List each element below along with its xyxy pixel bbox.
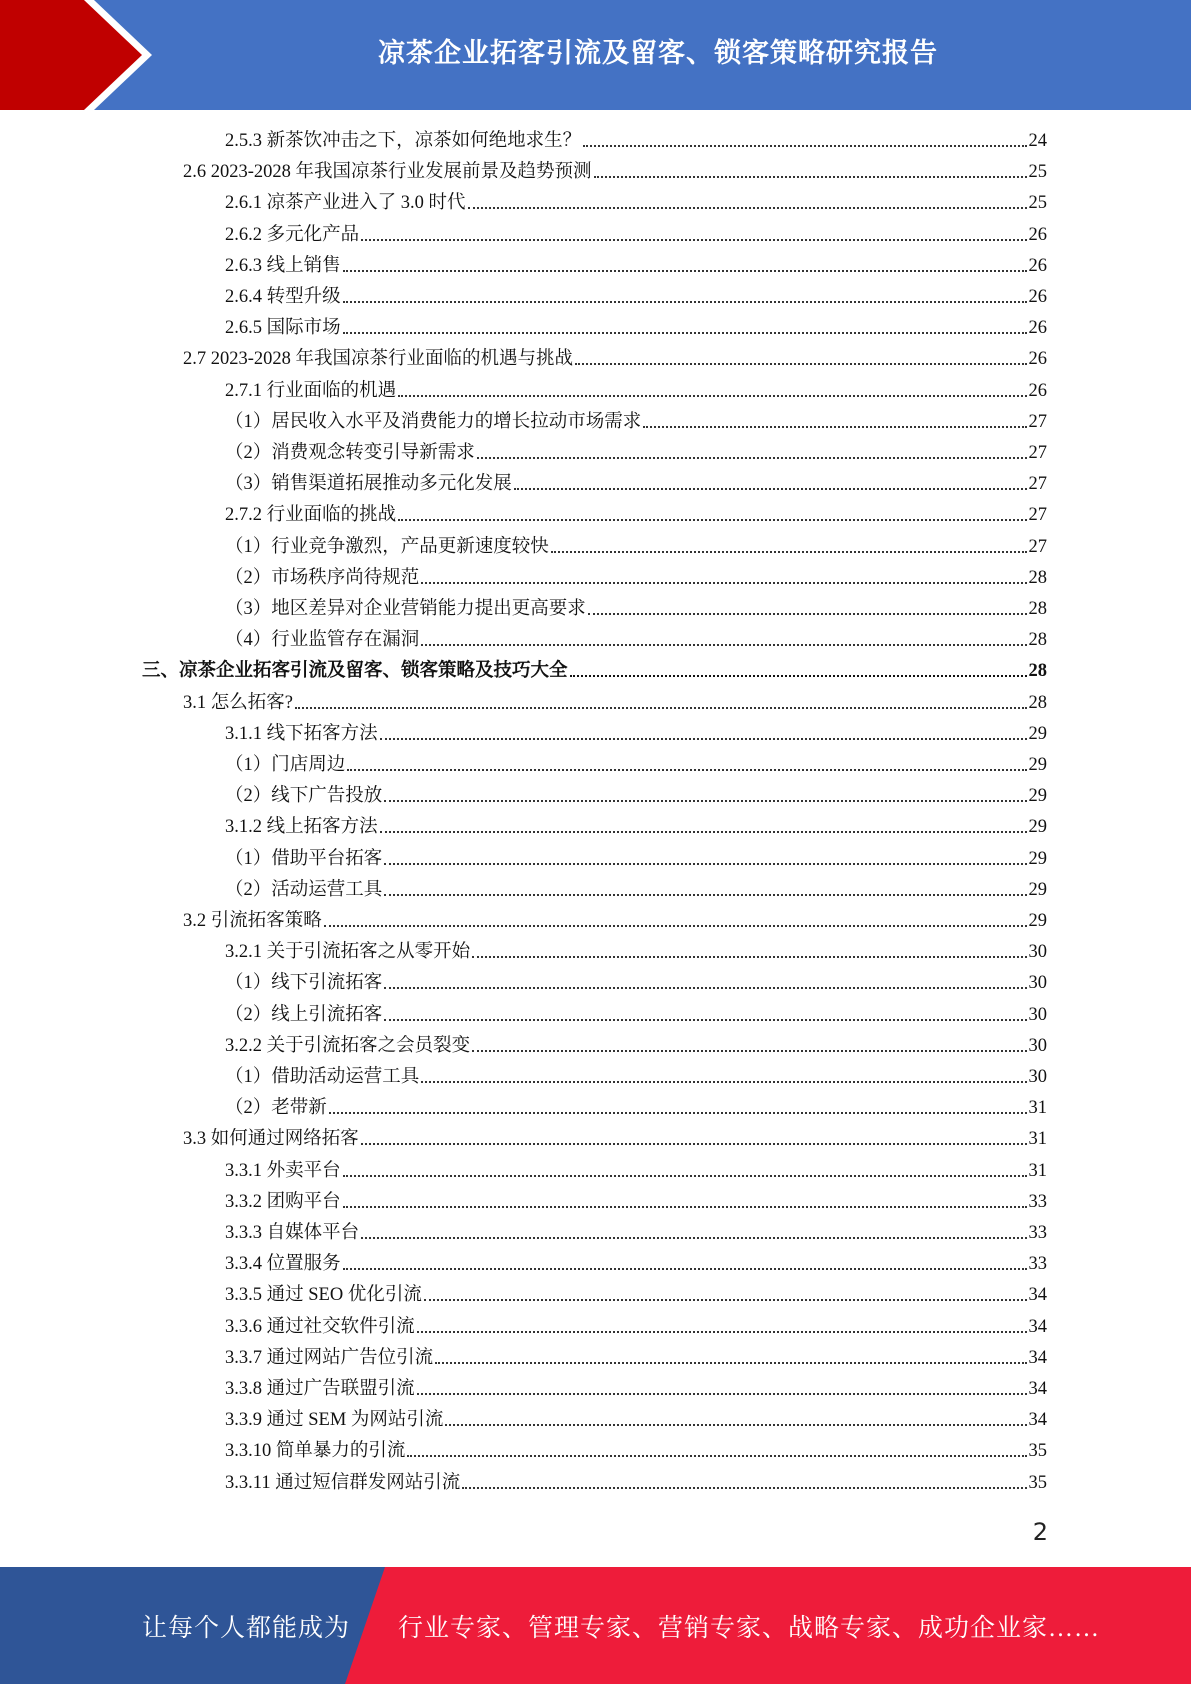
toc-entry-page: 29 (1028, 723, 1047, 744)
toc-entry-label: 2.7 2023-2028 年我国凉茶行业面临的机遇与挑战 (183, 349, 574, 370)
toc-dot-leader (384, 986, 1026, 989)
toc-entry-label: 3.3.2 团购平台 (225, 1191, 341, 1212)
toc-dot-leader (380, 830, 1027, 833)
toc-entry[interactable] (225, 1002, 1047, 1028)
toc-dot-leader (462, 1486, 1026, 1489)
toc-entry-page: 26 (1028, 255, 1047, 276)
toc-entry-label: （2）消费观念转变引导新需求 (225, 443, 475, 463)
toc-entry-label: （4）行业监管存在漏洞 (225, 630, 420, 651)
toc-entry-label: 2.5.3 新茶饮冲击之下，凉茶如何绝地求生？ (225, 131, 582, 151)
toc-entry-page: 26 (1028, 380, 1047, 401)
toc-entry-page: 29 (1028, 817, 1047, 838)
header-chevron-icon (0, 0, 142, 110)
toc-entry[interactable] (225, 1095, 1047, 1121)
toc-entry[interactable] (225, 721, 1047, 747)
toc-entry-label: 2.6.4 转型升级 (225, 287, 341, 307)
toc-entry-page: 26 (1028, 287, 1047, 307)
toc-entry[interactable] (225, 222, 1047, 248)
toc-entry[interactable] (225, 1407, 1047, 1433)
toc-entry[interactable] (142, 658, 1047, 684)
toc-entry[interactable] (225, 1033, 1047, 1059)
toc-dot-leader (380, 737, 1027, 740)
toc-entry[interactable] (183, 1126, 1047, 1152)
toc-entry-page: 27 (1028, 505, 1047, 526)
toc-entry[interactable] (183, 159, 1047, 185)
toc-entry-label: 3.1 怎么拓客? (183, 692, 293, 713)
page-footer (0, 1567, 1191, 1684)
toc-dot-leader (343, 1174, 1027, 1177)
toc-dot-leader (361, 1236, 1026, 1239)
toc-entry[interactable] (225, 1314, 1047, 1340)
toc-entry-page: 27 (1028, 536, 1047, 557)
toc-entry[interactable] (225, 1189, 1047, 1215)
toc-entry[interactable] (225, 565, 1047, 591)
toc-entry-label: 3.3.8 通过广告联盟引流 (225, 1379, 415, 1399)
toc-entry-page: 26 (1028, 318, 1047, 339)
toc-entry-page: 31 (1028, 1129, 1047, 1150)
toc-dot-leader (421, 1080, 1026, 1083)
toc-entry[interactable] (225, 502, 1047, 528)
toc-entry-page: 34 (1028, 1285, 1047, 1306)
toc-entry[interactable] (225, 1158, 1047, 1184)
toc-entry[interactable] (225, 627, 1047, 653)
toc-entry-label: 3.1.1 线下拓客方法 (225, 723, 378, 744)
toc-entry-label: （2）线上引流拓客 (225, 1004, 383, 1025)
toc-entry-page: 27 (1028, 474, 1047, 495)
toc-dot-leader (343, 1205, 1027, 1208)
toc-dot-leader (324, 924, 1027, 927)
toc-entry-page: 28 (1028, 630, 1047, 651)
toc-entry-page: 25 (1028, 193, 1047, 214)
toc-entry[interactable] (225, 284, 1047, 310)
toc-entry-label: 3.2.2 关于引流拓客之会员裂变 (225, 1035, 471, 1056)
toc-entry-page: 31 (1028, 1098, 1047, 1119)
toc-entry-page: 28 (1028, 599, 1047, 619)
toc-dot-leader (570, 674, 1027, 677)
toc-entry-page: 30 (1028, 973, 1047, 994)
toc-entry-label: 2.6.1 凉茶产业进入了 3.0 时代 (225, 193, 466, 214)
toc-entry-label: （3）销售渠道拓展推动多元化发展 (225, 474, 512, 495)
toc-entry-page: 29 (1028, 786, 1047, 807)
toc-entry-page: 34 (1028, 1316, 1047, 1337)
toc-entry-label: （1）线下引流拓客 (225, 973, 383, 994)
toc-entry-label: 2.7.2 行业面临的挑战 (225, 505, 397, 526)
toc-entry[interactable] (225, 1251, 1047, 1277)
toc-dot-leader (477, 456, 1027, 459)
toc-entry-label: 3.2 引流拓客策略 (183, 911, 322, 931)
toc-dot-leader (417, 1330, 1027, 1333)
toc-dot-leader (643, 425, 1026, 428)
toc-entry-label: （3）地区差异对企业营销能力提出更高要求 (225, 599, 586, 619)
toc-entry[interactable] (225, 315, 1047, 341)
toc-entry-page: 29 (1028, 755, 1047, 775)
toc-entry-page: 27 (1028, 411, 1047, 432)
toc-entry-label: （2）市场秩序尚待规范 (225, 567, 420, 588)
toc-dot-leader (594, 175, 1027, 178)
toc-entry[interactable] (183, 690, 1047, 716)
toc-dot-leader (407, 1454, 1026, 1457)
toc-entry-page: 28 (1028, 661, 1047, 682)
toc-dot-leader (583, 144, 1026, 147)
toc-entry-label: 3.3.9 通过 SEM 为网站引流 (225, 1410, 444, 1431)
toc-entry-label: （1）居民收入水平及消费能力的增长拉动市场需求 (225, 411, 642, 432)
toc-entry-label: 3.3 如何通过网络拓客 (183, 1129, 359, 1150)
toc-entry-label: 2.6.3 线上销售 (225, 255, 341, 276)
toc-entry-page: 30 (1028, 942, 1047, 963)
toc-dot-leader (384, 799, 1026, 802)
toc-entry[interactable] (183, 346, 1047, 372)
toc-dot-leader (384, 893, 1026, 896)
toc-entry-label: 3.3.1 外卖平台 (225, 1160, 341, 1181)
report-title: 凉茶企业拓客引流及留客、锁客策略研究报告 (378, 37, 938, 69)
toc-entry[interactable] (225, 1282, 1047, 1308)
toc-dot-leader (588, 612, 1027, 615)
toc-entry[interactable] (225, 783, 1047, 809)
toc-entry-label: （2）老带新 (225, 1098, 327, 1119)
toc-entry-page: 29 (1028, 848, 1047, 869)
toc-entry[interactable] (225, 814, 1047, 840)
toc-entry-label: 3.3.10 简单暴力的引流 (225, 1441, 406, 1462)
toc-dot-leader (295, 706, 1027, 709)
toc-entry-label: （1）门店周边 (225, 755, 346, 775)
toc-dot-leader (575, 362, 1026, 365)
toc-entry-page: 24 (1028, 131, 1047, 151)
toc-entry-page: 26 (1028, 224, 1047, 245)
toc-entry-label: 3.3.6 通过社交软件引流 (225, 1316, 415, 1337)
toc-dot-leader (472, 955, 1026, 958)
toc-entry-page: 33 (1028, 1191, 1047, 1212)
toc-entry[interactable] (225, 534, 1047, 560)
toc-entry[interactable] (225, 877, 1047, 903)
toc-entry[interactable] (225, 378, 1047, 404)
toc-entry-page: 33 (1028, 1254, 1047, 1275)
toc-dot-leader (398, 394, 1026, 397)
toc-dot-leader (329, 1111, 1027, 1114)
toc-entry-page: 28 (1028, 567, 1047, 588)
toc-entry-page: 31 (1028, 1160, 1047, 1181)
toc-entry[interactable] (225, 1438, 1047, 1464)
toc-entry-page: 30 (1028, 1067, 1047, 1087)
toc-entry-label: 3.3.4 位置服务 (225, 1254, 341, 1275)
toc-dot-leader (384, 1018, 1026, 1021)
toc-entry[interactable] (225, 253, 1047, 279)
toc-entry[interactable] (225, 939, 1047, 965)
toc-entry-label: （1）行业竞争激烈，产品更新速度较快 (225, 536, 549, 557)
toc-dot-leader (424, 1298, 1027, 1301)
toc-entry-label: 3.3.11 通过短信群发网站引流 (225, 1472, 461, 1493)
toc-entry[interactable] (225, 1064, 1047, 1090)
toc-entry-page: 30 (1028, 1035, 1047, 1056)
toc-dot-leader (347, 768, 1026, 771)
toc-entry-page: 35 (1028, 1441, 1047, 1462)
toc-entry-page: 27 (1028, 443, 1047, 463)
toc-dot-leader (468, 206, 1027, 209)
toc-entry-page: 34 (1028, 1379, 1047, 1399)
toc-entry-label: 3.3.7 通过网站广告位引流 (225, 1347, 434, 1368)
toc-dot-leader (472, 1049, 1026, 1052)
toc-dot-leader (435, 1361, 1026, 1364)
toc-entry-label: （2）线下广告投放 (225, 786, 383, 807)
toc-entry-label: 2.7.1 行业面临的机遇 (225, 380, 397, 401)
toc-entry-label: 三、凉茶企业拓客引流及留客、锁客策略及技巧大全 (142, 661, 568, 682)
toc-entry[interactable] (225, 1470, 1047, 1496)
toc-entry[interactable] (225, 596, 1047, 622)
toc-dot-leader (361, 238, 1026, 241)
toc-entry[interactable] (225, 190, 1047, 216)
toc-entry-page: 30 (1028, 1004, 1047, 1025)
toc-entry[interactable] (225, 1376, 1047, 1402)
footer-slogan-right: 行业专家、管理专家、营销专家、战略专家、成功企业家…… (398, 1614, 1101, 1642)
toc-entry[interactable] (225, 1345, 1047, 1371)
toc-dot-leader (361, 1142, 1027, 1145)
toc-entry-page: 34 (1028, 1410, 1047, 1431)
toc-entry[interactable] (225, 1220, 1047, 1246)
toc-entry-label: （2）活动运营工具 (225, 879, 383, 900)
toc-entry-page: 26 (1028, 349, 1047, 370)
toc-dot-leader (551, 550, 1027, 553)
toc-entry[interactable] (225, 970, 1047, 996)
toc-dot-leader (343, 269, 1027, 272)
toc-dot-leader (421, 643, 1026, 646)
toc-entry-page: 33 (1028, 1223, 1047, 1243)
page-number: 2 (1032, 1518, 1048, 1546)
toc-entry-label: 3.3.3 自媒体平台 (225, 1223, 360, 1243)
toc-dot-leader (417, 1392, 1027, 1395)
toc-entry-label: 2.6.5 国际市场 (225, 318, 341, 339)
toc-dot-leader (445, 1423, 1026, 1426)
toc-entry-page: 25 (1028, 162, 1047, 183)
toc-dot-leader (343, 331, 1027, 334)
toc-entry-page: 28 (1028, 692, 1047, 713)
toc-entry[interactable] (225, 846, 1047, 872)
toc-entry-label: （1）借助活动运营工具 (225, 1067, 420, 1087)
toc-entry[interactable] (225, 471, 1047, 497)
page-header (0, 0, 1191, 110)
footer-slogan-left: 让每个人都能成为 (142, 1614, 351, 1642)
toc-entry[interactable] (225, 440, 1047, 466)
toc-entry-page: 34 (1028, 1347, 1047, 1368)
toc-entry-page: 29 (1028, 911, 1047, 931)
toc-dot-leader (514, 487, 1027, 490)
toc-entry-page: 35 (1028, 1472, 1047, 1493)
toc-entry-label: 3.2.1 关于引流拓客之从零开始 (225, 942, 471, 963)
toc-dot-leader (421, 581, 1026, 584)
toc-entry[interactable] (183, 908, 1047, 934)
toc-dot-leader (384, 862, 1026, 865)
toc-entry-page: 29 (1028, 879, 1047, 900)
toc-entry[interactable] (225, 128, 1047, 154)
toc-entry-label: 3.1.2 线上拓客方法 (225, 817, 378, 838)
toc-entry-label: （1）借助平台拓客 (225, 848, 383, 869)
toc-dot-leader (343, 1267, 1027, 1270)
toc-entry-label: 3.3.5 通过 SEO 优化引流 (225, 1285, 422, 1306)
toc-dot-leader (398, 518, 1026, 521)
toc-entry[interactable] (225, 409, 1047, 435)
toc-entry-label: 2.6.2 多元化产品 (225, 224, 360, 245)
toc-entry[interactable] (225, 752, 1047, 778)
toc-entry-label: 2.6 2023-2028 年我国凉茶行业发展前景及趋势预测 (183, 162, 592, 183)
toc-dot-leader (343, 300, 1027, 303)
